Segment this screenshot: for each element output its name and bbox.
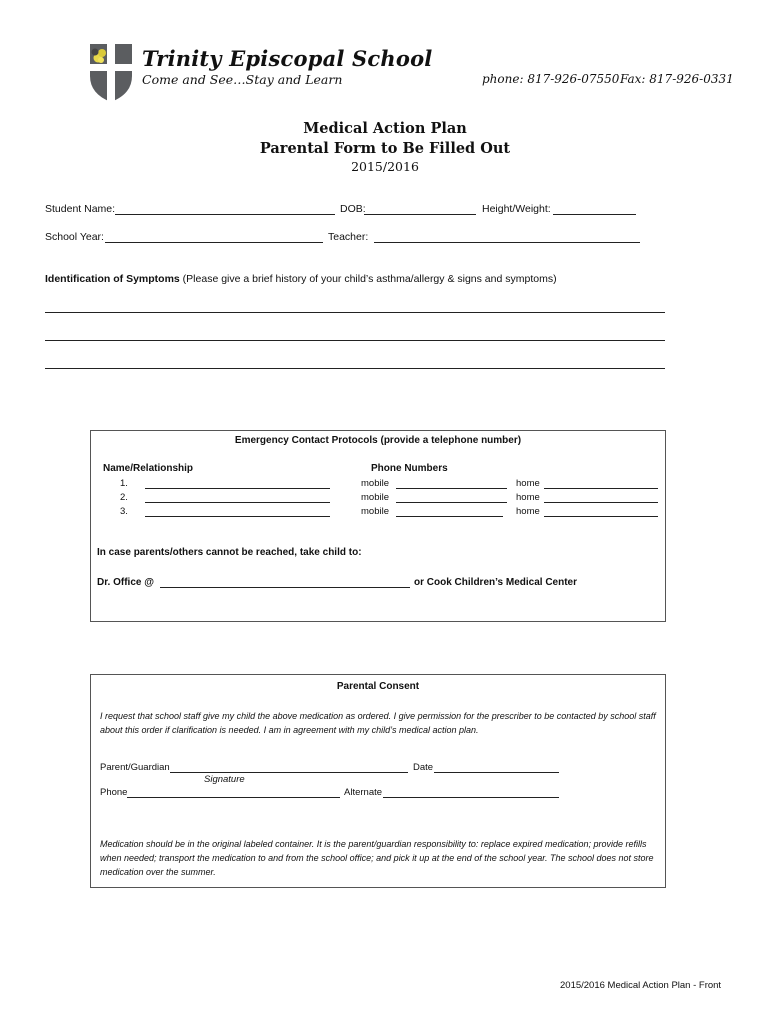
dr-office-field[interactable] xyxy=(160,587,410,588)
form-year: 2015/2016 xyxy=(351,159,419,174)
phone-numbers-header: Phone Numbers xyxy=(371,463,448,474)
emergency-contact-box xyxy=(90,430,666,622)
parental-consent-title: Parental Consent xyxy=(336,681,420,692)
symptoms-line[interactable] xyxy=(45,312,665,313)
contact-row-number: 1. xyxy=(120,478,128,489)
cook-childrens-label: or Cook Children’s Medical Center xyxy=(414,577,577,588)
phone-label: Phone xyxy=(100,787,128,798)
height-weight-field[interactable] xyxy=(553,214,636,215)
mobile-label: mobile xyxy=(361,506,389,517)
page-footer: 2015/2016 Medical Action Plan - Front xyxy=(560,980,722,991)
dob-field[interactable] xyxy=(364,214,476,215)
home-label: home xyxy=(516,506,540,517)
parent-guardian-label: Parent/Guardian xyxy=(100,762,170,773)
teacher-field[interactable] xyxy=(374,242,640,243)
dr-office-label: Dr. Office @ xyxy=(97,577,154,588)
contact-name-field[interactable] xyxy=(145,502,330,503)
home-field[interactable] xyxy=(544,502,658,503)
school-year-field[interactable] xyxy=(105,242,323,243)
contact-row-number: 2. xyxy=(120,492,128,503)
student-name-field[interactable] xyxy=(115,214,335,215)
school-fax: Fax: 817-926-0331 xyxy=(620,72,734,86)
parent-guardian-field[interactable] xyxy=(170,772,408,773)
school-name: Trinity Episcopal School xyxy=(142,46,433,71)
school-tagline: Come and See…Stay and Learn xyxy=(142,72,343,87)
alternate-label: Alternate xyxy=(344,787,383,798)
home-label: home xyxy=(516,492,540,503)
home-field[interactable] xyxy=(544,516,658,517)
school-phone: phone: 817-926-07550 xyxy=(482,72,620,86)
mobile-label: mobile xyxy=(361,478,389,489)
contact-name-field[interactable] xyxy=(145,488,330,489)
contact-row-number: 3. xyxy=(120,506,128,517)
symptoms-label: Identification of Symptoms (Please give a brief history of your child’s asthma/allergy & signs and symptoms) xyxy=(45,273,557,285)
teacher-label: Teacher: xyxy=(328,231,369,243)
medication-note: Medication should be in the original labeled container. It is the parent/guardian responsibility to: replace expired medication; provide refills when needed; transport the medication to and from the school office; and pick it up at the end of the school year. The school does not store medication over the summer. xyxy=(100,839,654,877)
student-name-label: Student Name: xyxy=(45,203,116,215)
symptoms-line[interactable] xyxy=(45,368,665,369)
dob-label: DOB: xyxy=(340,203,366,215)
form-subtitle: Parental Form to Be Filled Out xyxy=(259,140,511,157)
name-relationship-header: Name/Relationship xyxy=(103,463,194,474)
contact-name-field[interactable] xyxy=(145,516,330,517)
alternate-field[interactable] xyxy=(383,797,559,798)
consent-paragraph: I request that school staff give my child the above medication as ordered. I give permission for the prescriber to be contacted by school staff about this order if clarification is needed. I am in agreement with my child’s medical action plan. xyxy=(100,711,656,735)
height-weight-label: Height/Weight: xyxy=(482,203,551,215)
date-label: Date xyxy=(413,762,434,773)
unreachable-instruction: In case parents/others cannot be reached, take child to: xyxy=(97,547,362,558)
date-field[interactable] xyxy=(434,772,559,773)
phone-field[interactable] xyxy=(127,797,340,798)
mobile-field[interactable] xyxy=(396,502,507,503)
mobile-field[interactable] xyxy=(396,488,507,489)
emergency-contact-title: Emergency Contact Protocols (provide a telephone number) xyxy=(234,435,522,446)
mobile-label: mobile xyxy=(361,492,389,503)
mobile-field[interactable] xyxy=(396,516,503,517)
form-title: Medical Action Plan xyxy=(303,120,467,137)
school-logo-icon xyxy=(88,42,134,104)
signature-label: Signature xyxy=(204,774,245,785)
school-year-label: School Year: xyxy=(45,231,104,243)
home-field[interactable] xyxy=(544,488,658,489)
home-label: home xyxy=(516,478,540,489)
symptoms-line[interactable] xyxy=(45,340,665,341)
